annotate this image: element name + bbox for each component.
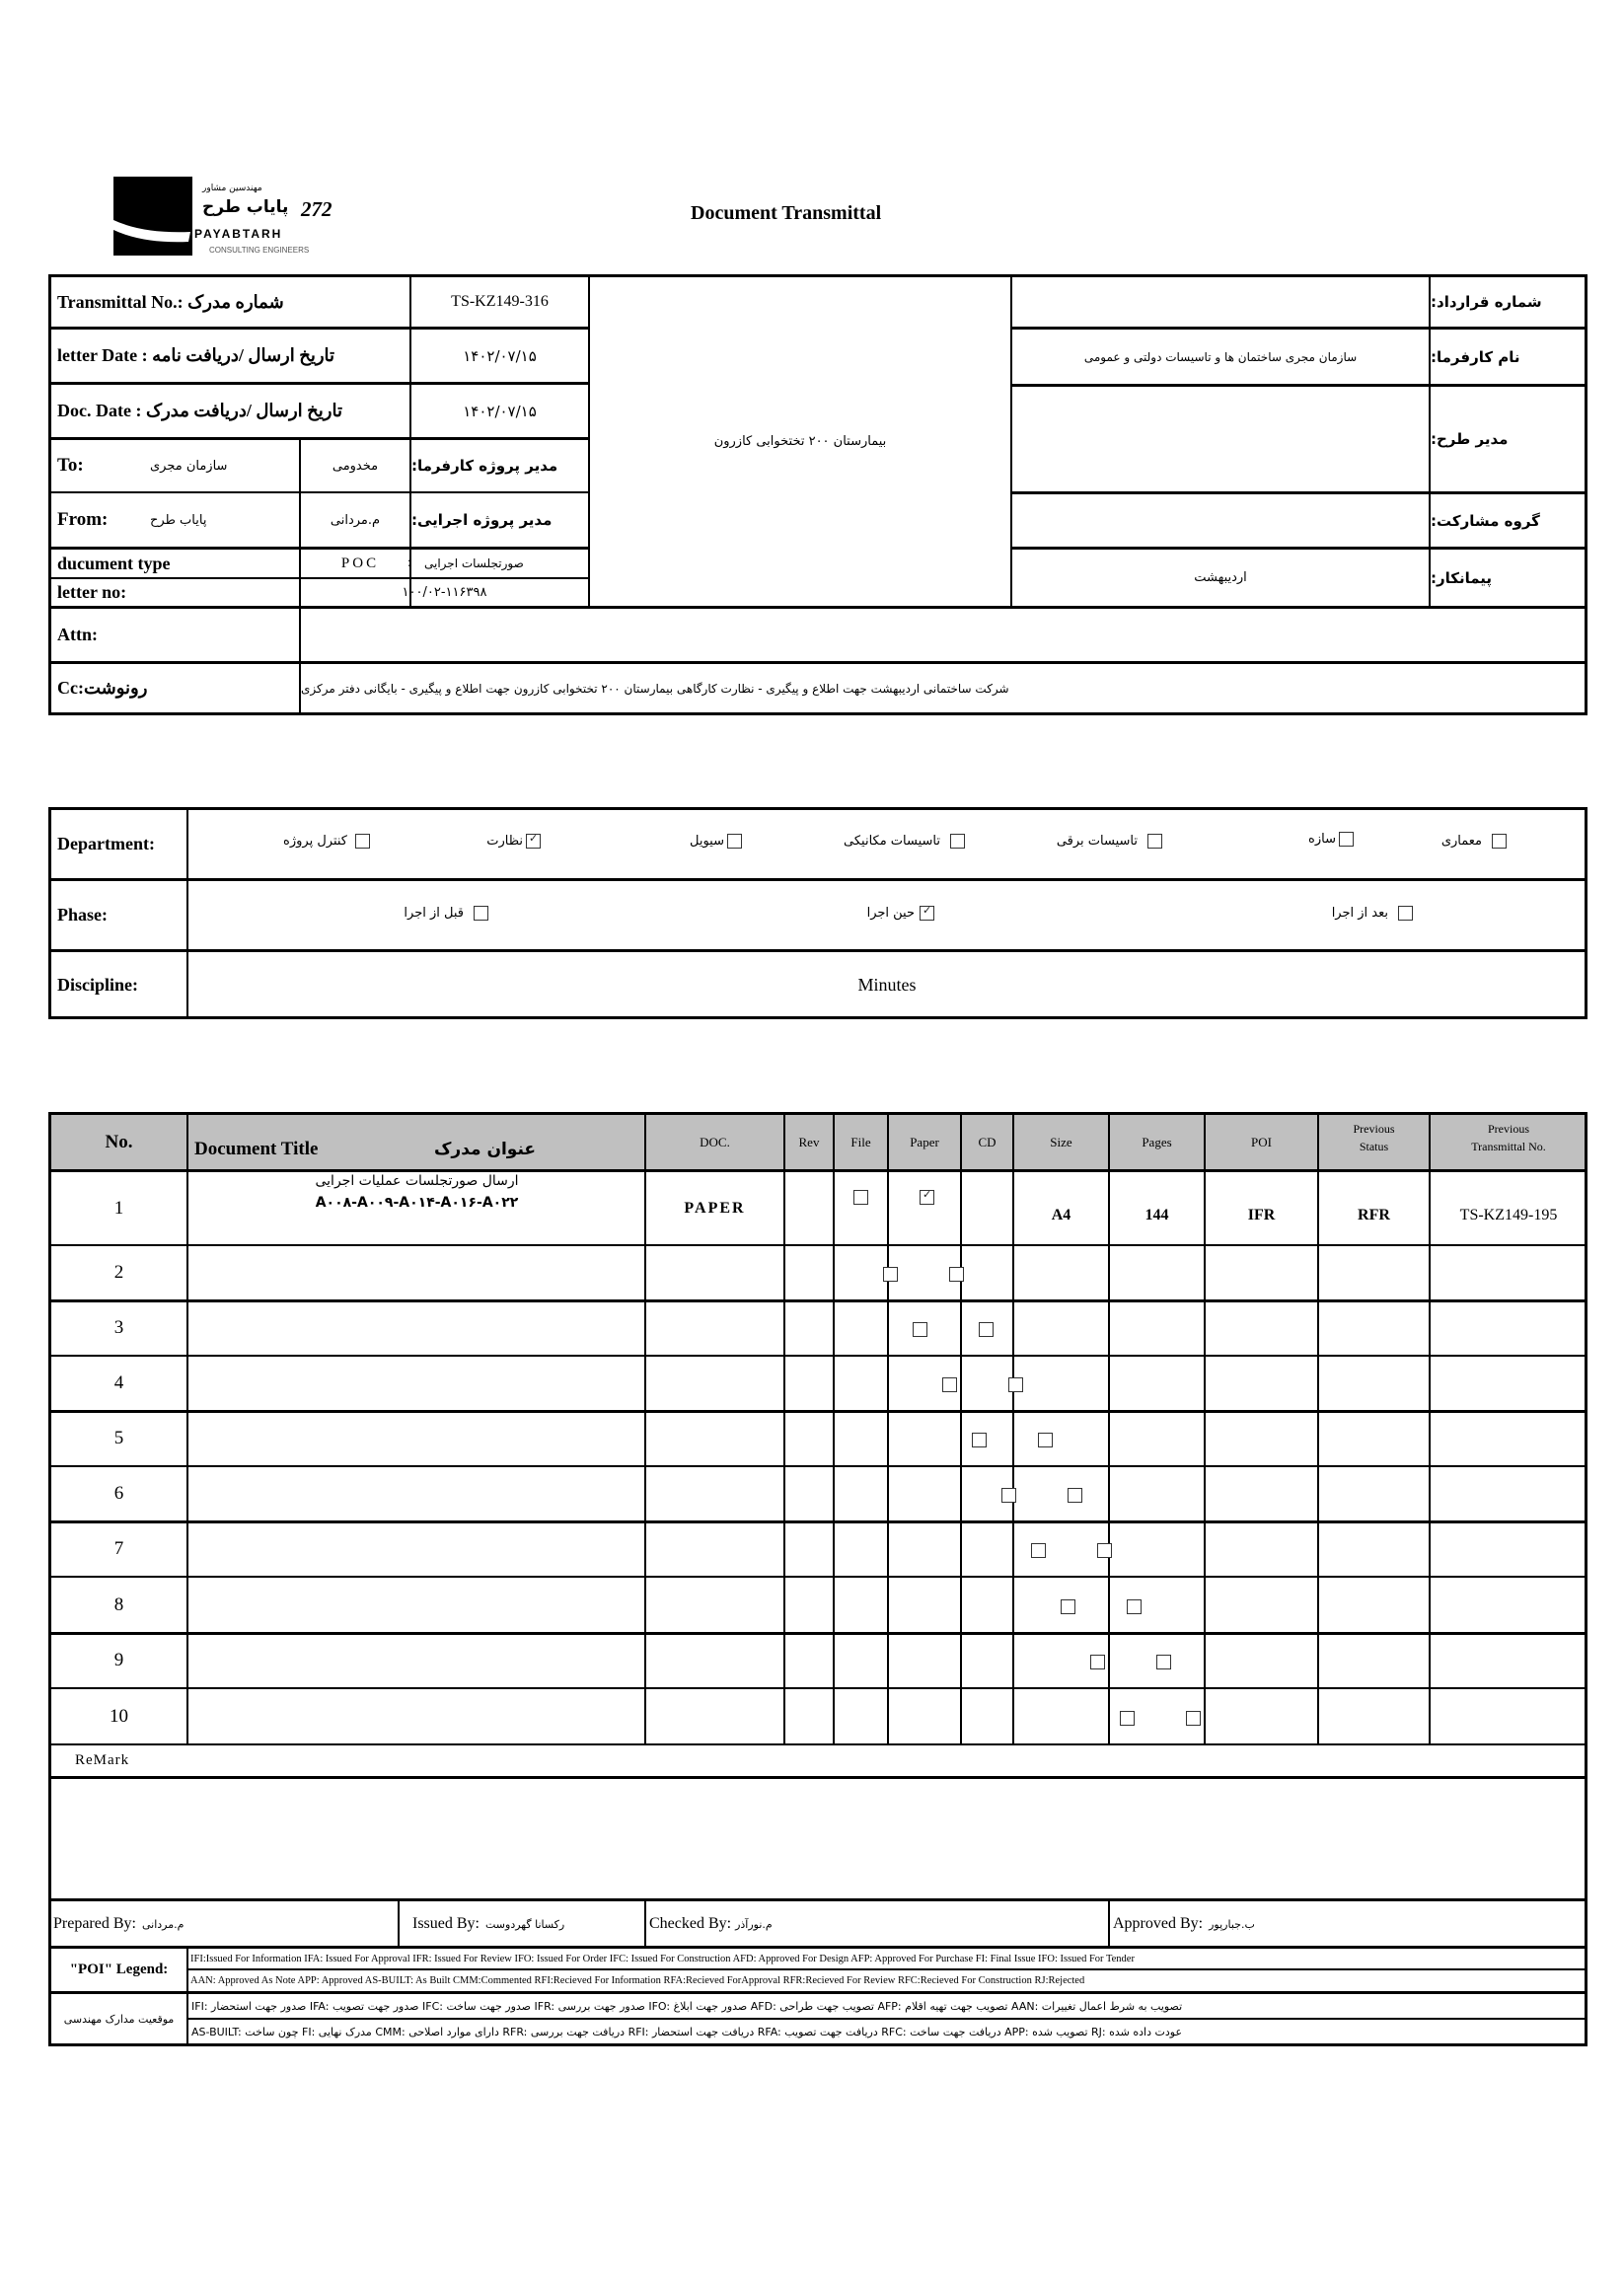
file-checkbox[interactable] (883, 1267, 898, 1282)
department-option-structure[interactable] (1294, 827, 1354, 851)
letter-date-value: ۱۴۰۲/۰۷/۱۵ (463, 346, 537, 365)
poi-legend-line-2: AAN: Approved As Note APP: Approved AS-BUILT: As Built CMM:Commented RFI:Recieved For Information RFA:Recieved ForApproval RFR:Recieved For Review RFC:Recieved For Construction RJ:Rejected (190, 1975, 1085, 1986)
column-divider (887, 1112, 889, 1744)
logo-swoosh-icon (113, 177, 192, 256)
contractor-value: اردیبهشت (1194, 570, 1247, 585)
department-option-supervision[interactable] (462, 829, 541, 852)
partnership-group-value (1012, 494, 1429, 547)
approved-by-value: ب.جبارپور (1209, 1917, 1255, 1931)
from-person: م.مردانی (330, 512, 381, 528)
checked-by-value: م.نورآذر (735, 1917, 773, 1931)
document-type-label: ducument type (57, 553, 171, 573)
phase-label: Phase: (57, 905, 108, 925)
paper-checkbox[interactable] (1068, 1488, 1082, 1503)
paper-checkbox[interactable] (1156, 1655, 1171, 1669)
file-checkbox[interactable] (942, 1377, 957, 1392)
letter-no-value: ۱۰۰/۰۲-۱۱۶۳۹۸ (402, 585, 487, 600)
department-option-civil[interactable] (663, 829, 742, 852)
discipline-value: Minutes (857, 974, 917, 995)
cc-value: شرکت ساختمانی اردیبهشت جهت اطلاع و پیگیری - نظارت کارگاهی بیمارستان ۲۰۰ تختخوابی کازرون جهت اطلاع و پیگیری - بایگانی دفتر مرکزی (301, 681, 1009, 696)
department-option-label: تاسیسات مکانیکی (844, 833, 940, 849)
approved-by: Approved By: ب.جبارپور (1113, 1915, 1255, 1932)
checkbox-civil[interactable] (727, 834, 742, 849)
partnership-group-label: گروه مشارکت: (1431, 511, 1540, 530)
column-divider (960, 1112, 962, 1744)
row-1-poi: IFR (1247, 1207, 1276, 1223)
department-option-label: سیویل (690, 833, 724, 849)
department-option-electrical[interactable] (1034, 829, 1162, 852)
document-type-separator: : (407, 555, 411, 570)
paper-checkbox[interactable] (1008, 1377, 1023, 1392)
row-number: 6 (113, 1483, 124, 1504)
department-option-architecture[interactable] (1428, 829, 1507, 852)
row-number: 4 (113, 1372, 124, 1393)
column-header-paper: Paper (910, 1135, 939, 1149)
phase-option-after[interactable] (1314, 901, 1413, 925)
attn-label: Attn: (57, 625, 98, 644)
row-number: 3 (113, 1317, 124, 1338)
row-number: 7 (113, 1538, 124, 1559)
paper-checkbox[interactable] (949, 1267, 964, 1282)
phase-option-during[interactable] (846, 901, 934, 925)
department-option-label: کنترل پروژه (283, 833, 347, 849)
transmittal-no-value: TS-KZ149-316 (451, 293, 549, 310)
row-1-doc: PAPER (684, 1200, 746, 1217)
document-type-code: POC (340, 555, 380, 571)
paper-checkbox[interactable] (1097, 1543, 1112, 1558)
employer-label: نام کارفرما: (1431, 347, 1520, 366)
plan-manager-value (1012, 387, 1429, 491)
status-legend-line-1: IFI: صدور جهت استحضار IFA: صدور جهت تصویب IFC: صدور جهت ساخت IFR: صدور جهت بررسی IFO: صدور جهت ابلاغ AFD: تصویب جهت طراحی AFP: تصویب جهت تهیه اقلام AAN: تصویب به شرط اعمال تغییرات (191, 1999, 1183, 2013)
logo-persian-small: مهندسین مشاور (202, 184, 262, 193)
phase-option-label: بعد از اجرا (1331, 905, 1388, 921)
department-option-label: نظارت (486, 833, 523, 849)
checkbox-structure[interactable] (1339, 832, 1354, 847)
row-1-size: A4 (1051, 1207, 1071, 1223)
department-option-label: معماری (1440, 833, 1482, 849)
issued-by-value: رکسانا گهردوست (485, 1917, 565, 1931)
to-organization: سازمان مجری (150, 458, 228, 474)
logo-latin-name: PAYABTARH (194, 227, 283, 241)
phase-option-before[interactable] (380, 901, 488, 925)
column-header-size: Size (1050, 1135, 1072, 1149)
row-1-pages: 144 (1144, 1207, 1169, 1223)
company-logo-mark (113, 177, 192, 256)
row-1-previous-transmittal: TS-KZ149-195 (1459, 1207, 1558, 1223)
remark-label: ReMark (75, 1752, 130, 1768)
contract-number-label: شماره قرارداد: (1431, 293, 1542, 311)
row-divider (48, 1410, 1587, 1413)
row-number: 10 (110, 1705, 128, 1727)
from-role-label: مدیر پروژه اجرایی: (411, 511, 553, 529)
employer-value: سازمان مجری ساختمان ها و تاسیسات دولتی و عمومی (1083, 349, 1358, 364)
row-divider (48, 1355, 1587, 1357)
checkbox-architecture[interactable] (1492, 834, 1507, 849)
row-divider (48, 1520, 1587, 1523)
to-label: To: (57, 455, 84, 476)
paper-checkbox[interactable] (979, 1322, 994, 1337)
discipline-label: Discipline: (57, 974, 139, 995)
file-checkbox[interactable] (1031, 1543, 1046, 1558)
department-option-label: سازه (1308, 831, 1336, 847)
row-divider (48, 1465, 1587, 1467)
column-header-poi: POI (1251, 1135, 1272, 1149)
checkbox-project-control[interactable] (355, 834, 370, 849)
file-checkbox[interactable] (972, 1433, 987, 1447)
row-divider (48, 1576, 1587, 1578)
file-checkbox[interactable] (853, 1190, 868, 1205)
row-number: 2 (113, 1262, 124, 1283)
file-checkbox[interactable] (913, 1322, 927, 1337)
page-title: Document Transmittal (691, 202, 882, 224)
checkbox-phase-during[interactable] (920, 906, 934, 921)
logo-tagline: CONSULTING ENGINEERS (209, 246, 310, 255)
row-1-previous-status: RFR (1358, 1207, 1390, 1223)
column-header-title-en: Document Title (194, 1139, 319, 1159)
logo-persian-name: پایاب طرح (202, 197, 289, 217)
row-number: 9 (113, 1650, 124, 1670)
paper-checkbox[interactable] (1186, 1711, 1201, 1726)
project-name: بیمارستان ۲۰۰ تختخوابی کازرون (713, 434, 887, 449)
department-label: Department: (57, 834, 155, 853)
to-person: مخدومی (332, 458, 379, 474)
letter-date-label: letter Date : تاریخ ارسال /دریافت نامه (57, 345, 335, 365)
plan-manager-label: مدیر طرح: (1431, 430, 1509, 448)
row-number: 5 (113, 1428, 124, 1448)
department-option-project-control[interactable] (252, 829, 370, 852)
logo-number: 272 (301, 197, 332, 221)
doc-date-label: Doc. Date : تاریخ ارسال /دریافت مدرک (57, 401, 342, 420)
document-type-value: صورتجلسات اجرایی (424, 556, 524, 570)
to-role-label: مدیر پروژه کارفرما: (411, 457, 558, 475)
department-option-label: تاسیسات برقی (1056, 833, 1138, 849)
column-header-pages: Pages (1142, 1135, 1172, 1149)
checkbox-electrical[interactable] (1147, 834, 1162, 849)
row-divider (48, 1632, 1587, 1635)
from-label: From: (57, 509, 109, 530)
row-divider (48, 1687, 1587, 1689)
paper-checkbox[interactable] (1127, 1599, 1142, 1614)
row-1-no: 1 (113, 1198, 124, 1219)
poi-legend-label: "POI" Legend: (69, 1962, 169, 1977)
row-1-title: ارسال صورتجلسات عملیات اجرایی A۰۰۸-A۰۰۹-A۰۱۴-A۰۱۶-A۰۲۲ (315, 1173, 519, 1211)
attn-value (301, 609, 1584, 661)
status-legend-label: موقعیت مدارک مهندسی (63, 2012, 175, 2026)
column-divider (833, 1112, 835, 1744)
file-checkbox[interactable] (1090, 1655, 1105, 1669)
checkbox-phase-after[interactable] (1398, 906, 1413, 921)
remark-field[interactable] (51, 1779, 1585, 1899)
column-header-cd: CD (978, 1135, 997, 1149)
checkbox-mechanical[interactable] (950, 834, 965, 849)
contractor-label: پیمانکار: (1431, 568, 1493, 587)
checked-by: Checked By: م.نورآذر (649, 1915, 773, 1932)
phase-option-label: قبل از اجرا (404, 905, 464, 921)
file-checkbox[interactable] (1061, 1599, 1075, 1614)
column-header-rev: Rev (798, 1135, 820, 1149)
checkbox-supervision[interactable] (526, 834, 541, 849)
column-header-previous-transmittal: Previous Transmittal No. (1471, 1122, 1546, 1153)
status-legend-line-2: AS-BUILT: چون ساخت FI: مدرک نهایی CMM: دارای موارد اصلاحی RFR: دریافت جهت بررسی RFI: دریافت جهت استحضار RFA: دریافت جهت تصویب RFC: دریافت جهت ساخت APP: تصویب شده RJ: عودت داده شده (191, 2025, 1183, 2038)
contract-number-value (1012, 277, 1429, 327)
prepared-by-value: م.مردانی (141, 1917, 185, 1931)
issued-by: Issued By: رکسانا گهردوست (412, 1915, 565, 1932)
doc-date-value: ۱۴۰۲/۰۷/۱۵ (463, 402, 537, 420)
cc-label: Cc:رونوشت (57, 678, 148, 698)
prepared-by: Prepared By: م.مردانی (53, 1915, 185, 1932)
letter-no-label: letter no: (57, 582, 127, 602)
paper-checkbox[interactable] (920, 1190, 934, 1205)
paper-checkbox[interactable] (1038, 1433, 1053, 1447)
file-checkbox[interactable] (1001, 1488, 1016, 1503)
phase-option-label: حین اجرا (866, 905, 915, 921)
checkbox-phase-before[interactable] (474, 906, 488, 921)
file-checkbox[interactable] (1120, 1711, 1135, 1726)
row-number: 8 (113, 1593, 124, 1615)
department-option-mechanical[interactable] (812, 829, 965, 852)
column-header-title-fa: عنوان مدرک (434, 1140, 537, 1159)
transmittal-no-label: Transmittal No.: شماره مدرک (57, 291, 284, 312)
from-organization: پایاب طرح (150, 512, 207, 528)
column-header-file: File (850, 1135, 871, 1149)
column-header-doc: DOC. (700, 1135, 730, 1149)
row-divider (48, 1299, 1587, 1302)
column-header-no: No. (105, 1132, 133, 1152)
column-header-previous-status: Previous Status (1353, 1122, 1395, 1153)
poi-legend-line-1: IFI:Issued For Information IFA: Issued For Approval IFR: Issued For Review IFO: Issued For Order IFC: Issued For Construction AFD: Approved For Design AFP: Approved For Purchase FI: Final Issue IFO: Issued For Tender (190, 1953, 1135, 1964)
